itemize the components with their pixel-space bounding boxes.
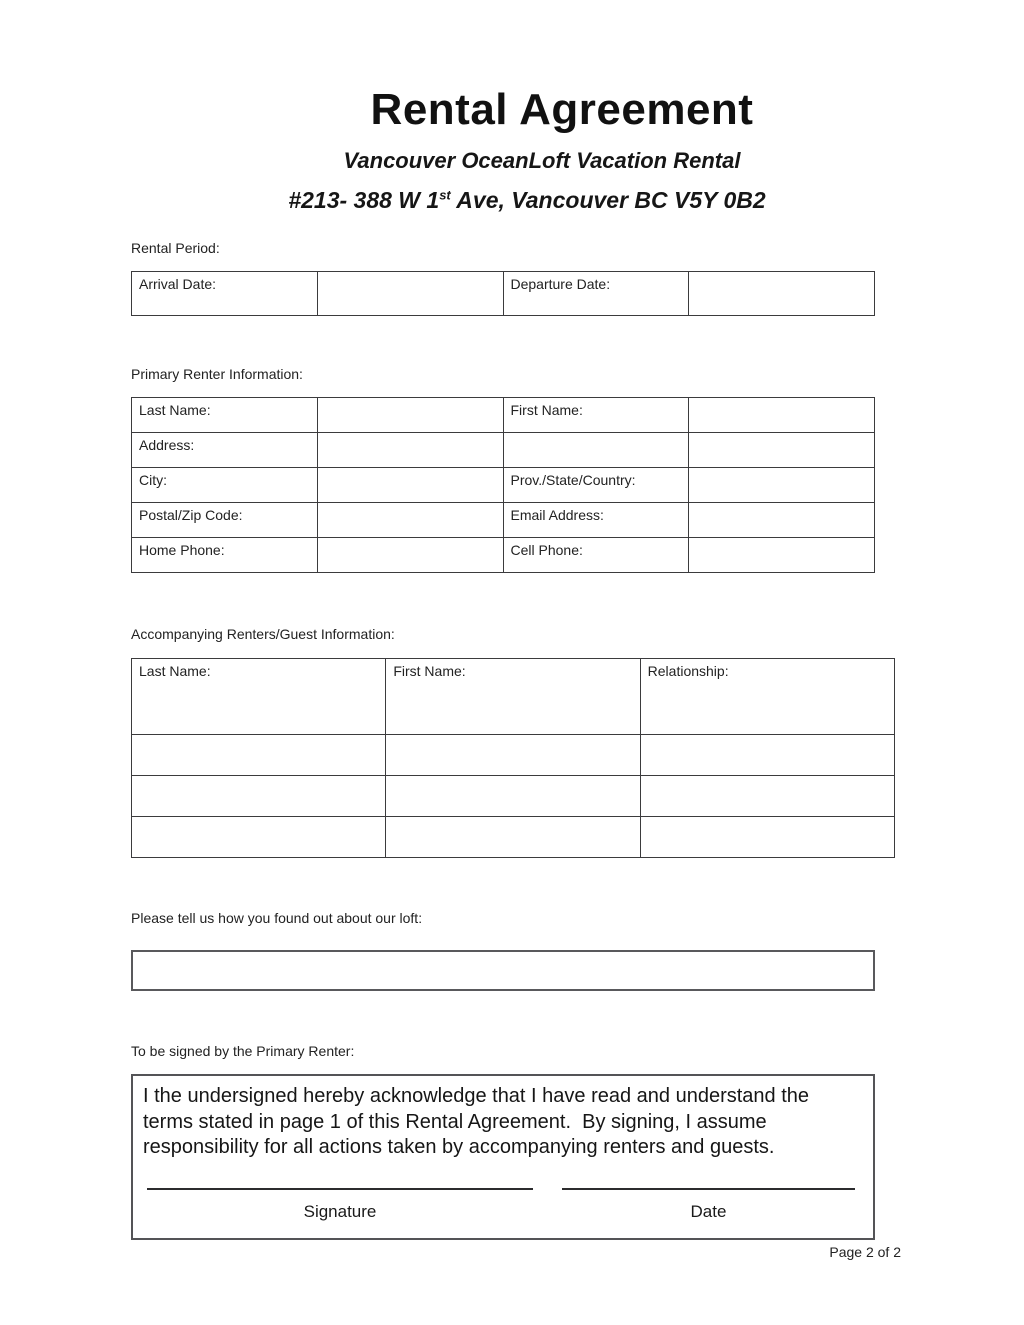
section-label-rental-period: Rental Period:: [131, 240, 220, 256]
signature-box: [131, 1074, 875, 1240]
guest-first-name-cell-1[interactable]: [386, 735, 640, 776]
section-label-to-be-signed: To be signed by the Primary Renter:: [131, 1043, 355, 1059]
page-number: Page 2 of 2: [829, 1243, 901, 1260]
cell-phone-label-cell: Cell Phone:: [503, 538, 689, 573]
prov-state-country-input-cell[interactable]: [689, 468, 875, 503]
address-extra-cell-1[interactable]: [503, 433, 689, 468]
guest-relationship-cell-2[interactable]: [640, 776, 894, 817]
city-input-cell[interactable]: [317, 468, 503, 503]
table-row: [132, 503, 875, 538]
signature-labels-row: [143, 1202, 863, 1222]
postal-zip-input-cell[interactable]: [317, 503, 503, 538]
section-label-primary-renter: Primary Renter Information:: [131, 366, 303, 382]
guest-first-name-header-cell[interactable]: First Name:: [386, 659, 640, 735]
rental-period-table: [131, 271, 875, 316]
guest-last-name-header-cell[interactable]: Last Name:: [132, 659, 386, 735]
document-address: [15, 187, 1024, 214]
guest-relationship-cell-1[interactable]: [640, 735, 894, 776]
first-name-input-cell[interactable]: [689, 398, 875, 433]
last-name-input-cell[interactable]: [317, 398, 503, 433]
document-subtitle: Vancouver OceanLoft Vacation Rental: [343, 148, 741, 173]
address-input-cell[interactable]: [317, 433, 503, 468]
departure-date-label-cell: Departure Date:: [503, 272, 689, 316]
acknowledgment-text: I the undersigned hereby acknowledge that I have read and understand the terms stated in page 1 of this Rental Agreement. By signing, I assume responsibility for all actions taken by accompanying renters and guests.: [143, 1085, 815, 1159]
departure-date-input-cell[interactable]: [689, 272, 875, 316]
table-row: [132, 817, 895, 858]
table-row: [132, 272, 875, 316]
arrival-date-label-cell: Arrival Date:: [132, 272, 318, 316]
signature-line[interactable]: [147, 1188, 533, 1190]
accompanying-guests-table: [131, 658, 895, 858]
email-input-cell[interactable]: [689, 503, 875, 538]
guest-last-name-cell-2[interactable]: [132, 776, 386, 817]
form-content: [131, 240, 901, 1260]
city-label-cell: City:: [132, 468, 318, 503]
table-row: [132, 433, 875, 468]
home-phone-input-cell[interactable]: [317, 538, 503, 573]
address-extra-cell-2[interactable]: [689, 433, 875, 468]
date-label: Date: [690, 1201, 727, 1221]
table-row: [132, 776, 895, 817]
date-line[interactable]: [562, 1188, 855, 1190]
guest-last-name-cell-1[interactable]: [132, 735, 386, 776]
home-phone-label-cell: Home Phone:: [132, 538, 318, 573]
postal-zip-label-cell: Postal/Zip Code:: [132, 503, 318, 538]
table-row: [132, 659, 895, 735]
guest-relationship-cell-3[interactable]: [640, 817, 894, 858]
prov-state-country-label-cell: Prov./State/Country:: [503, 468, 689, 503]
table-row: [132, 398, 875, 433]
guest-first-name-cell-3[interactable]: [386, 817, 640, 858]
section-label-accompanying-guests: Accompanying Renters/Guest Information:: [131, 626, 395, 642]
document-header: [0, 85, 1024, 214]
primary-renter-table: [131, 397, 875, 573]
first-name-label-cell: First Name:: [503, 398, 689, 433]
cell-phone-input-cell[interactable]: [689, 538, 875, 573]
page-title: Rental Agreement: [370, 85, 754, 134]
address-suffix: Ave, Vancouver BC V5Y 0B2: [450, 187, 766, 213]
table-row: [132, 468, 875, 503]
table-row: [132, 735, 895, 776]
referral-input-box[interactable]: [131, 950, 875, 991]
guest-relationship-header-cell[interactable]: Relationship:: [640, 659, 894, 735]
guest-last-name-cell-3[interactable]: [132, 817, 386, 858]
address-prefix: #213- 388 W 1: [288, 187, 440, 213]
address-superscript: st: [439, 187, 451, 203]
arrival-date-input-cell[interactable]: [317, 272, 503, 316]
guest-first-name-cell-2[interactable]: [386, 776, 640, 817]
email-label-cell: Email Address:: [503, 503, 689, 538]
section-label-referral: Please tell us how you found out about our loft:: [131, 910, 423, 926]
signature-label: Signature: [303, 1201, 377, 1221]
table-row: [132, 538, 875, 573]
address-label-cell: Address:: [132, 433, 318, 468]
signature-lines-row: [143, 1188, 863, 1190]
last-name-label-cell: Last Name:: [132, 398, 318, 433]
